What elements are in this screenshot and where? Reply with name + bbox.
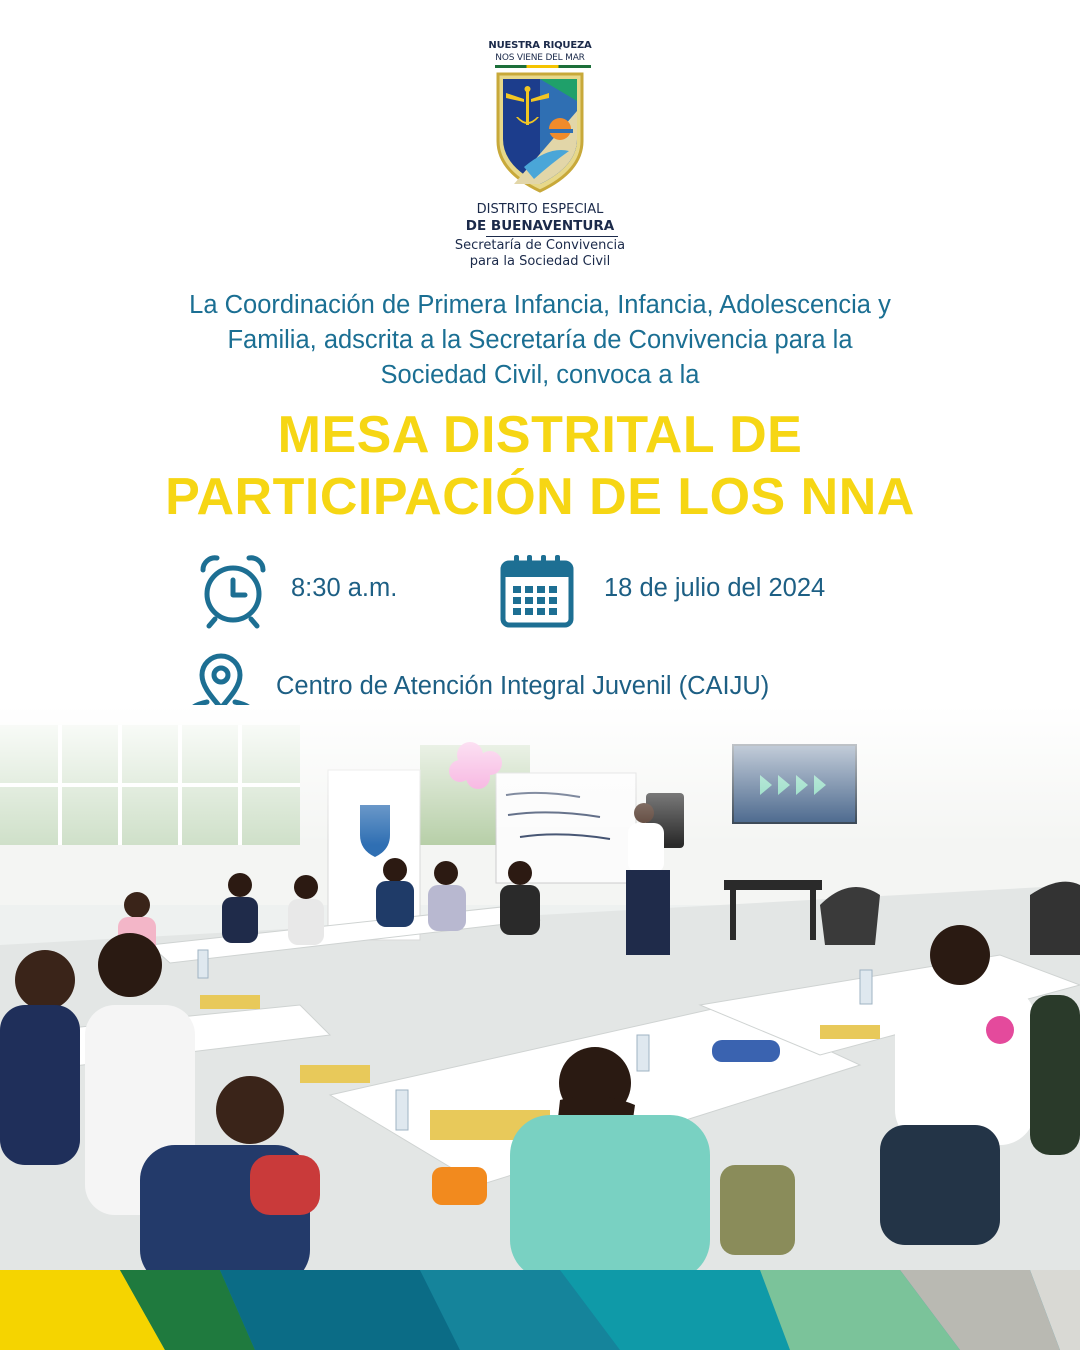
coat-of-arms-shield [494, 71, 586, 193]
logo-motto-line2: NOS VIENE DEL MAR [495, 53, 585, 63]
event-location: Centro de Atención Integral Juvenil (CAIJU) [276, 672, 770, 700]
intro-line2: Familia, adscrita a la Secretaría de Convivencia para la [227, 326, 853, 354]
logo-district-line2: DE BUENAVENTURA [465, 218, 615, 234]
intro-line1: La Coordinación de Primera Infancia, Infancia, Adolescencia y [189, 291, 891, 319]
intro-line3: Sociedad Civil, convoca a la [380, 361, 700, 389]
event-time: 8:30 a.m. [291, 574, 398, 602]
photo-top-fade [0, 705, 1080, 845]
calendar-icon [500, 553, 574, 629]
event-title [40, 404, 1040, 528]
logo-color-bar [495, 65, 591, 68]
district-logo [440, 38, 640, 274]
logo-divider [486, 236, 618, 237]
logo-district-line1: DISTRITO ESPECIAL [476, 202, 604, 217]
event-title-line2: PARTICIPACIÓN DE LOS NNA [165, 468, 915, 526]
intro-paragraph [70, 288, 1010, 393]
decorative-color-band [0, 1270, 1080, 1350]
logo-office-line2: para la Sociedad Civil [469, 254, 611, 269]
event-title-line1: MESA DISTRITAL DE [277, 406, 803, 464]
logo-office-line1: Secretaría de Convivencia [454, 238, 626, 253]
event-date: 18 de julio del 2024 [604, 574, 826, 602]
alarm-clock-icon [198, 553, 268, 629]
logo-motto-line1: NUESTRA RIQUEZA [488, 40, 592, 51]
